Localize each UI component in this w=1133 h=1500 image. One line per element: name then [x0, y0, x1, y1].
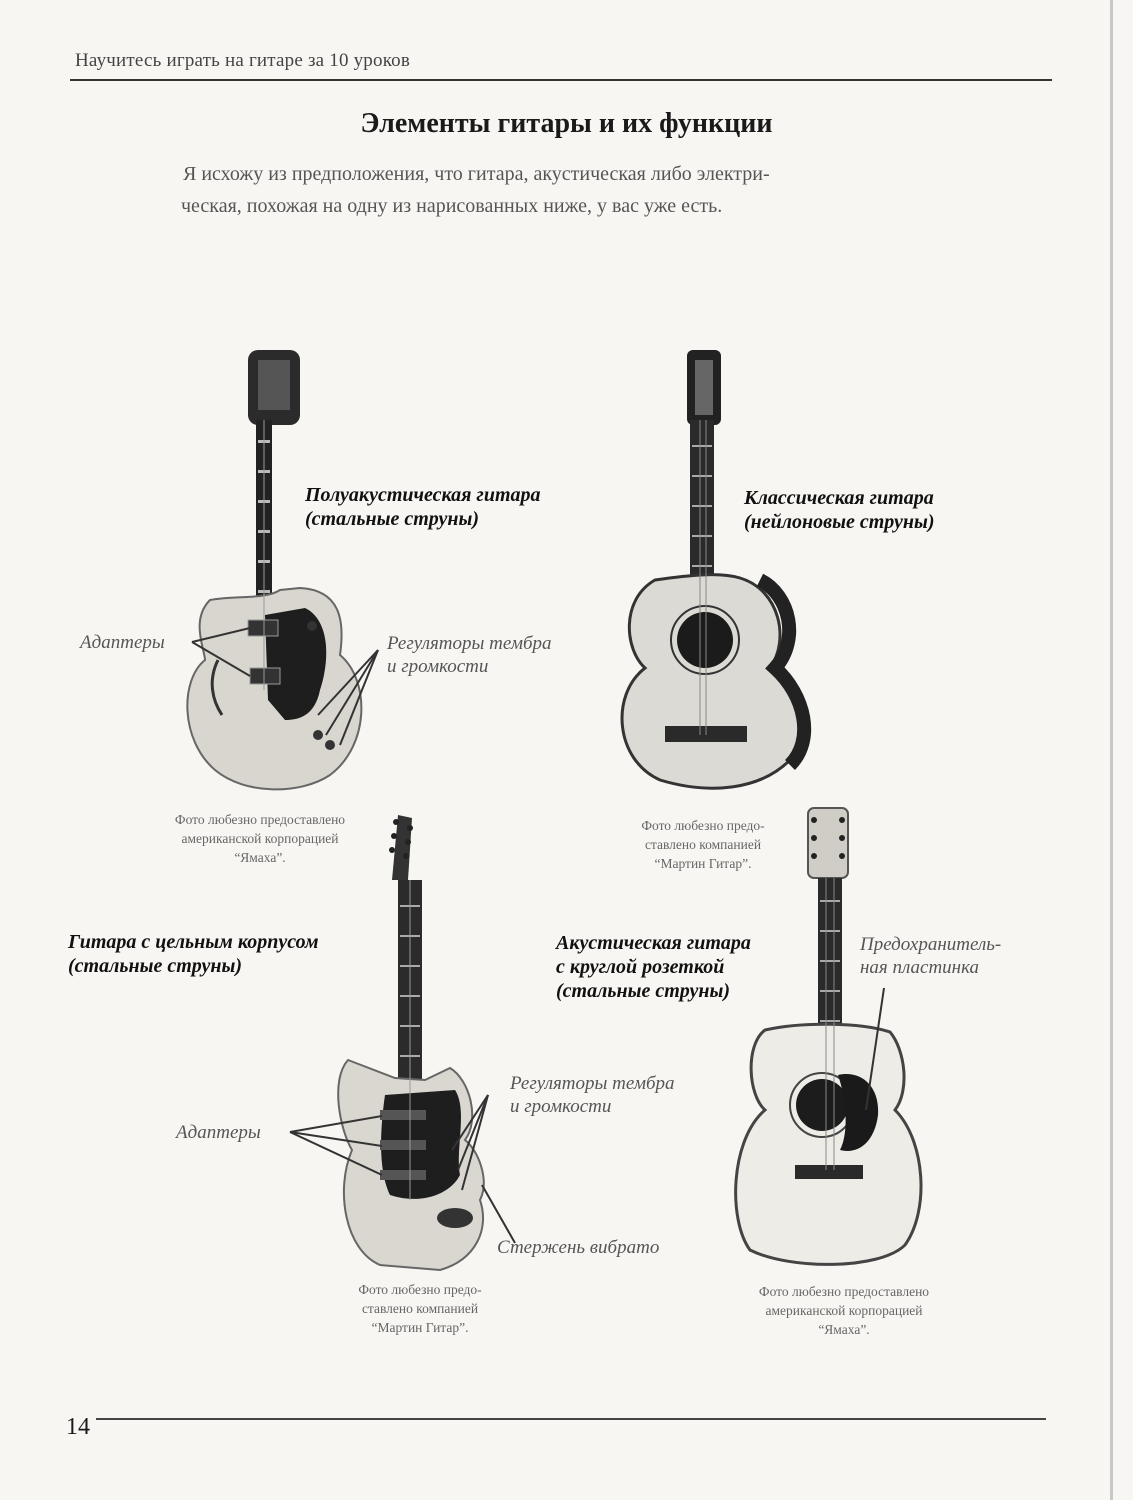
semi-acoustic-controls-line-1: Регуляторы тембра — [387, 633, 552, 654]
classical-credit-line-2: ставлено компанией — [644, 837, 762, 852]
solid-body-controls-line-2: и громкости — [510, 1096, 612, 1117]
acoustic-credit-line-1: Фото любезно предоставлено — [758, 1284, 930, 1299]
semi-acoustic-credit-line-3: “Ямаха”. — [234, 850, 286, 865]
acoustic-pickguard-label — [860, 933, 1001, 979]
page-number: 14 — [66, 1414, 90, 1440]
acoustic-guitar-image — [736, 808, 921, 1264]
semi-acoustic-credit-line-2: американской корпорацией — [181, 831, 339, 846]
acoustic-name-line-1: Акустическая гитара — [556, 932, 751, 954]
classical-name-line-2: (нейлоновые струны) — [744, 511, 935, 533]
solid-body-credit-line-3: “Мартин Гитар”. — [371, 1320, 469, 1335]
solid-body-name-line-1: Гитара с цельным корпусом — [68, 931, 319, 953]
classical-photo-credit — [600, 816, 806, 873]
acoustic-name-line-3: (стальные струны) — [556, 980, 731, 1002]
acoustic-credit-line-3: “Ямаха”. — [818, 1322, 870, 1337]
solid-body-pickups-label: Адаптеры — [176, 1122, 261, 1143]
footer-rule — [96, 1418, 1046, 1420]
classical-guitar-title — [744, 486, 935, 534]
running-header: Научитесь играть на гитаре за 10 уроков — [75, 50, 411, 71]
semi-acoustic-name-line-1: Полуакустическая гитара — [305, 484, 541, 506]
semi-acoustic-name-line-2: (стальные струны) — [305, 508, 480, 530]
classical-name-line-1: Классическая гитара — [744, 487, 934, 509]
solid-body-credit-line-1: Фото любезно предо- — [358, 1282, 482, 1297]
semi-acoustic-photo-credit — [122, 810, 398, 867]
semi-acoustic-controls-line-2: и громкости — [387, 656, 489, 677]
solid-body-controls-line-1: Регуляторы тембра — [510, 1073, 675, 1094]
classical-credit-line-3: “Мартин Гитар”. — [654, 856, 752, 871]
semi-acoustic-guitar-title — [305, 483, 541, 531]
solid-body-controls-label — [510, 1072, 675, 1118]
semi-acoustic-controls-label — [387, 632, 552, 678]
acoustic-pickguard-line-2: ная пластинка — [860, 957, 980, 978]
solid-body-guitar-title — [68, 930, 319, 978]
intro-line-1: Я исхожу из предположения, что гитара, акустическая либо электри- — [183, 163, 770, 185]
acoustic-photo-credit — [712, 1282, 976, 1339]
classical-guitar-image — [622, 350, 804, 788]
semi-acoustic-credit-line-1: Фото любезно предоставлено — [174, 812, 346, 827]
solid-body-photo-credit — [320, 1280, 520, 1337]
acoustic-pickguard-line-1: Предохранитель- — [860, 934, 1002, 955]
section-title: Элементы гитары и их функции — [360, 108, 773, 139]
acoustic-guitar-title — [556, 931, 751, 1003]
solid-body-credit-line-2: ставлено компанией — [361, 1301, 479, 1316]
solid-body-vibrato-label: Стержень вибрато — [497, 1237, 660, 1258]
intro-line-2: ческая, похожая на одну из нарисованных ниже, у вас уже есть. — [181, 195, 723, 217]
semi-acoustic-guitar-image — [187, 350, 378, 789]
semi-acoustic-pickups-label: Адаптеры — [80, 632, 165, 653]
acoustic-credit-line-2: американской корпорацией — [765, 1303, 923, 1318]
classical-credit-line-1: Фото любезно предо- — [641, 818, 765, 833]
solid-body-guitar-image — [290, 815, 515, 1270]
acoustic-name-line-2: с круглой розеткой — [556, 956, 725, 978]
solid-body-name-line-2: (стальные струны) — [68, 955, 243, 977]
